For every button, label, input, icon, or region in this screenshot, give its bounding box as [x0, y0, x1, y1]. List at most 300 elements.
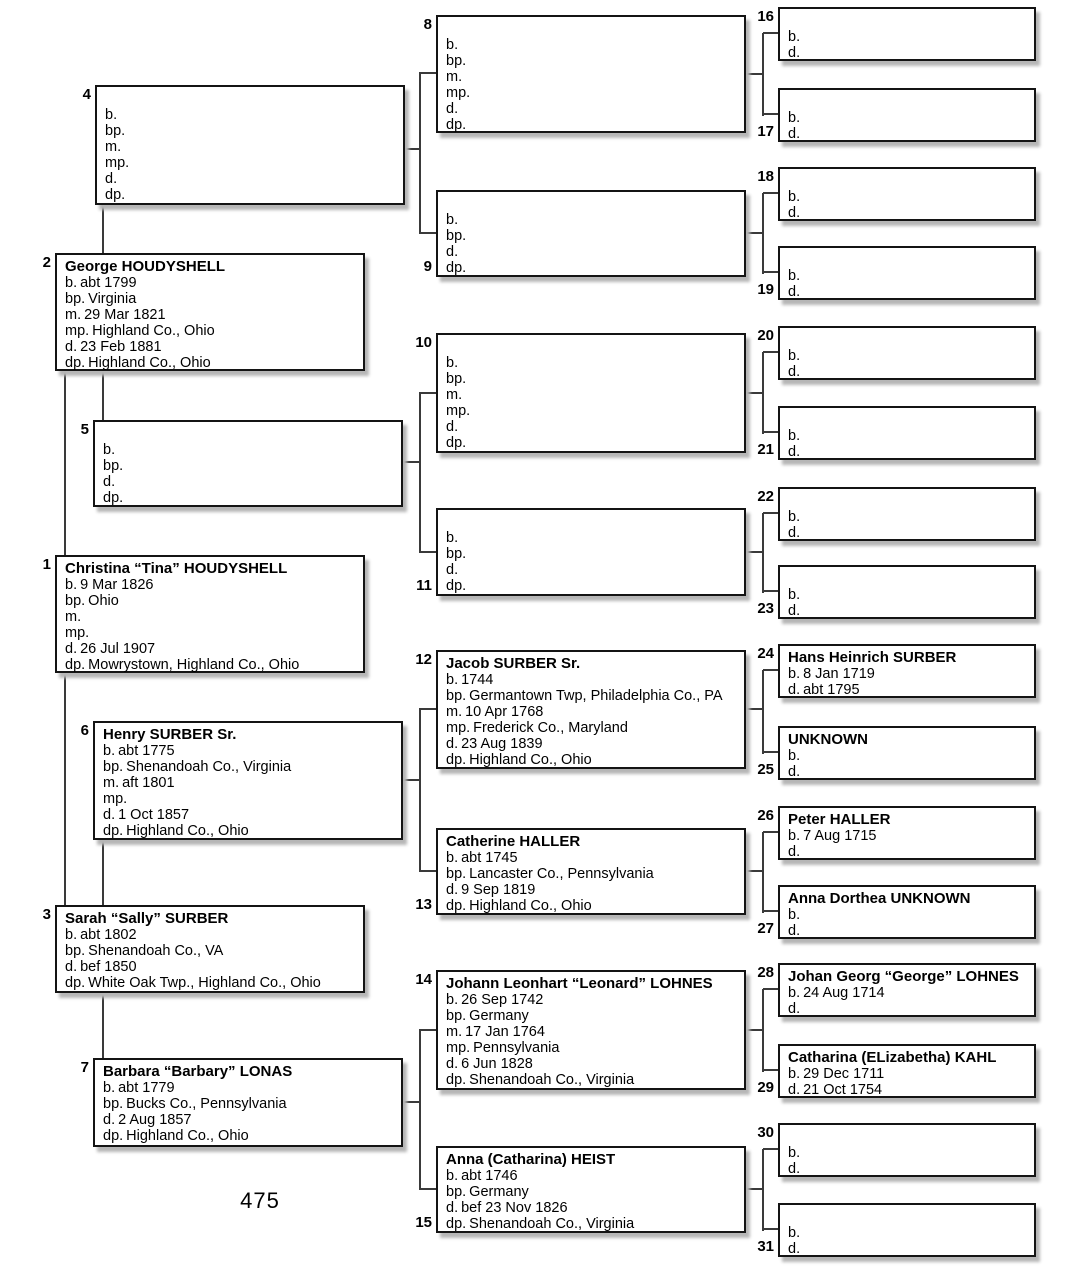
person-name: Sarah “Sally” SURBER [65, 910, 229, 927]
field-value: abt 1746 [461, 1168, 518, 1184]
field-label: m. [446, 1024, 463, 1040]
field-label: bp. [446, 866, 467, 882]
person-box-27 [778, 885, 1036, 939]
field-label: m. [446, 69, 463, 85]
field-line [788, 764, 1029, 780]
connector-line [744, 870, 763, 872]
person-box-14 [436, 970, 746, 1090]
field-label: d. [446, 736, 459, 752]
ahnentafel-number: 10 [415, 334, 432, 351]
field-value: 23 Aug 1839 [461, 736, 543, 752]
ahnentafel-number: 28 [757, 964, 774, 981]
connector-line [763, 113, 778, 115]
field-label: d. [788, 205, 801, 221]
person-box-28 [778, 963, 1036, 1017]
field-line [788, 364, 1029, 380]
field-line [788, 509, 1029, 525]
field-label: mp. [103, 791, 128, 807]
field-line [105, 187, 398, 203]
person-name [788, 1209, 1029, 1225]
field-label: d. [446, 101, 459, 117]
field-label: b. [446, 355, 459, 371]
ahnentafel-number: 29 [757, 1079, 774, 1096]
field-line [446, 1184, 739, 1200]
field-value: 29 Mar 1821 [84, 307, 166, 323]
person-name [446, 196, 739, 212]
person-box-7 [93, 1058, 403, 1147]
field-line [105, 123, 398, 139]
ahnentafel-number: 6 [80, 722, 89, 739]
field-value: Germany [469, 1184, 529, 1200]
person-box-19 [778, 246, 1036, 300]
field-label: b. [65, 577, 78, 593]
ahnentafel-number: 16 [757, 8, 774, 25]
field-value: Shenandoah Co., Virginia [469, 1216, 635, 1232]
field-line [103, 1128, 396, 1144]
field-value: bef 1850 [80, 959, 137, 975]
ahnentafel-number: 15 [415, 1214, 432, 1231]
field-line [446, 85, 739, 101]
field-label: d. [788, 284, 801, 300]
field-label: dp. [446, 1216, 467, 1232]
field-line [103, 775, 396, 791]
field-value: 1 Oct 1857 [118, 807, 190, 823]
person-name: Henry SURBER Sr. [103, 726, 237, 743]
field-line [446, 1072, 739, 1088]
field-label: bp. [446, 371, 467, 387]
field-value: Shenandoah Co., Virginia [126, 759, 292, 775]
field-label: dp. [446, 752, 467, 768]
connector-line [763, 1228, 778, 1230]
person-box-31 [778, 1203, 1036, 1257]
field-line [446, 1008, 739, 1024]
field-label: dp. [65, 355, 86, 371]
field-line [788, 828, 1029, 844]
field-label: d. [446, 882, 459, 898]
field-line [446, 1200, 739, 1216]
field-label: d. [788, 682, 801, 698]
field-line [788, 348, 1029, 364]
field-label: mp. [446, 85, 471, 101]
field-label: b. [788, 748, 801, 764]
field-value: Germantown Twp, Philadelphia Co., PA [469, 688, 723, 704]
field-value: 26 Sep 1742 [461, 992, 544, 1008]
connector-line [763, 669, 778, 671]
field-line [788, 29, 1029, 45]
field-line [446, 387, 739, 403]
field-label: bp. [446, 1184, 467, 1200]
field-label: b. [788, 509, 801, 525]
field-label: d. [788, 444, 801, 460]
field-label: b. [103, 442, 116, 458]
field-value: 9 Mar 1826 [80, 577, 154, 593]
field-value: 6 Jun 1828 [461, 1056, 533, 1072]
field-line [446, 355, 739, 371]
connector-line [763, 831, 778, 833]
field-line [446, 1056, 739, 1072]
field-label: bp. [103, 1096, 124, 1112]
field-value: abt 1779 [118, 1080, 175, 1096]
field-value: bef 23 Nov 1826 [461, 1200, 568, 1216]
field-label: m. [105, 139, 122, 155]
field-line [446, 850, 739, 866]
ahnentafel-number: 2 [42, 254, 51, 271]
field-label: b. [65, 927, 78, 943]
connector-line [102, 205, 104, 253]
field-line [65, 593, 358, 609]
field-value: 26 Jul 1907 [80, 641, 156, 657]
field-label: dp. [446, 898, 467, 914]
field-line [446, 720, 739, 736]
ahnentafel-number: 19 [757, 281, 774, 298]
field-label: b. [105, 107, 118, 123]
connector-line [763, 988, 778, 990]
field-label: d. [446, 562, 459, 578]
field-line [446, 260, 739, 276]
field-line [65, 339, 358, 355]
field-line [65, 355, 358, 371]
person-name [788, 571, 1029, 587]
field-label: d. [446, 1200, 459, 1216]
field-label: d. [788, 764, 801, 780]
connector-line [420, 870, 437, 872]
ahnentafel-number: 21 [757, 441, 774, 458]
field-line [446, 69, 739, 85]
field-line [103, 759, 396, 775]
field-line [788, 682, 1029, 698]
connector-line [763, 351, 778, 353]
field-line [65, 975, 358, 991]
connector-line [401, 461, 420, 463]
person-box-10 [436, 333, 746, 453]
field-value: abt 1745 [461, 850, 518, 866]
field-value: 23 Feb 1881 [80, 339, 162, 355]
connector-line [419, 392, 421, 553]
field-value: Ohio [88, 593, 119, 609]
field-label: b. [788, 110, 801, 126]
field-line [788, 1225, 1029, 1241]
field-label: m. [65, 609, 82, 625]
field-value: Shenandoah Co., VA [88, 943, 224, 959]
field-line [446, 244, 739, 260]
ahnentafel-number: 12 [415, 651, 432, 668]
field-label: b. [103, 743, 116, 759]
field-label: d. [103, 807, 116, 823]
field-label: dp. [103, 823, 124, 839]
field-label: d. [65, 339, 78, 355]
field-label: d. [788, 525, 801, 541]
field-line [65, 577, 358, 593]
field-label: b. [788, 907, 801, 923]
field-value: Shenandoah Co., Virginia [469, 1072, 635, 1088]
field-value: Highland Co., Ohio [126, 1128, 249, 1144]
field-line [788, 587, 1029, 603]
connector-line [420, 551, 437, 553]
field-label: dp. [103, 490, 124, 506]
person-box-9 [436, 190, 746, 277]
ahnentafel-number: 5 [80, 421, 89, 438]
field-label: b. [446, 850, 459, 866]
ahnentafel-number: 26 [757, 807, 774, 824]
person-box-17 [778, 88, 1036, 142]
field-label: dp. [65, 975, 86, 991]
person-name: Jacob SURBER Sr. [446, 655, 581, 672]
field-line [446, 866, 739, 882]
person-name: George HOUDYSHELL [65, 258, 226, 275]
field-label: mp. [446, 403, 471, 419]
connector-line [419, 708, 421, 872]
person-box-16 [778, 7, 1036, 61]
ahnentafel-number: 30 [757, 1124, 774, 1141]
field-line [103, 1096, 396, 1112]
person-box-25 [778, 726, 1036, 780]
person-box-12 [436, 650, 746, 769]
connector-line [401, 779, 420, 781]
field-label: d. [788, 1241, 801, 1257]
field-label: dp. [446, 117, 467, 133]
person-box-2 [55, 253, 365, 371]
person-name: Catharina (ELizabetha) KAHL [788, 1049, 997, 1066]
field-line [446, 704, 739, 720]
ahnentafel-number: 23 [757, 600, 774, 617]
field-label: b. [788, 29, 801, 45]
connector-line [763, 32, 778, 34]
ahnentafel-number: 1 [42, 556, 51, 573]
field-label: m. [446, 704, 463, 720]
field-label: d. [788, 1161, 801, 1177]
connector-line [420, 232, 437, 234]
field-value: 8 Jan 1719 [803, 666, 875, 682]
field-label: d. [788, 364, 801, 380]
field-label: mp. [65, 323, 90, 339]
field-value: abt 1775 [118, 743, 175, 759]
field-line [65, 657, 358, 673]
ahnentafel-number: 25 [757, 761, 774, 778]
ahnentafel-number: 24 [757, 645, 774, 662]
field-label: d. [788, 45, 801, 61]
connector-line [420, 72, 437, 74]
person-name [788, 412, 1029, 428]
person-name [788, 94, 1029, 110]
connector-line [420, 708, 437, 710]
field-line [65, 275, 358, 291]
connector-line [744, 73, 763, 75]
field-line [788, 923, 1029, 939]
ahnentafel-number: 31 [757, 1238, 774, 1255]
field-value: Germany [469, 1008, 529, 1024]
field-line [65, 291, 358, 307]
field-label: dp. [103, 1128, 124, 1144]
field-line [446, 546, 739, 562]
field-line [788, 985, 1029, 1001]
field-line [446, 37, 739, 53]
field-line [446, 1040, 739, 1056]
field-label: mp. [105, 155, 130, 171]
person-box-3 [55, 905, 365, 993]
field-line [103, 458, 396, 474]
field-line [103, 823, 396, 839]
person-box-8 [436, 15, 746, 133]
connector-line [420, 392, 437, 394]
ahnentafel-number: 14 [415, 971, 432, 988]
field-label: b. [446, 212, 459, 228]
field-value: Mowrystown, Highland Co., Ohio [88, 657, 300, 673]
ahnentafel-number: 4 [82, 86, 91, 103]
field-value: Highland Co., Ohio [126, 823, 249, 839]
field-line [788, 189, 1029, 205]
page-number: 475 [240, 1188, 280, 1213]
field-label: b. [788, 1066, 801, 1082]
field-line [65, 323, 358, 339]
field-label: dp. [446, 578, 467, 594]
connector-line [64, 673, 66, 905]
ahnentafel-number: 18 [757, 168, 774, 185]
field-line [446, 1168, 739, 1184]
person-name [105, 91, 398, 107]
connector-line [763, 1069, 778, 1071]
connector-line [419, 1029, 421, 1190]
field-label: b. [446, 530, 459, 546]
field-line [788, 1001, 1029, 1017]
field-label: d. [65, 959, 78, 975]
person-name: Johan Georg “George” LOHNES [788, 968, 1019, 985]
person-name: Anna Dorthea UNKNOWN [788, 890, 971, 907]
field-value: abt 1795 [803, 682, 860, 698]
field-line [103, 1080, 396, 1096]
person-box-23 [778, 565, 1036, 619]
person-box-13 [436, 828, 746, 915]
field-line [788, 205, 1029, 221]
ahnentafel-number: 3 [42, 906, 51, 923]
person-box-21 [778, 406, 1036, 460]
field-label: b. [788, 1145, 801, 1161]
field-label: b. [788, 189, 801, 205]
field-line [446, 117, 739, 133]
field-line [788, 1066, 1029, 1082]
field-line [446, 228, 739, 244]
field-line [446, 562, 739, 578]
field-label: m. [103, 775, 120, 791]
connector-line [762, 670, 764, 754]
connector-line [763, 1148, 778, 1150]
person-box-24 [778, 644, 1036, 698]
connector-line [401, 1101, 420, 1103]
field-line [65, 307, 358, 323]
field-value: Virginia [88, 291, 137, 307]
field-line [446, 1024, 739, 1040]
ahnentafel-number: 17 [757, 123, 774, 140]
field-value: 7 Aug 1715 [803, 828, 877, 844]
field-line [446, 53, 739, 69]
connector-line [403, 148, 420, 150]
connector-line [763, 751, 778, 753]
field-value: Lancaster Co., Pennsylvania [469, 866, 654, 882]
field-line [446, 736, 739, 752]
field-line [788, 907, 1029, 923]
field-line [446, 101, 739, 117]
person-name: Barbara “Barbary” LONAS [103, 1063, 293, 1080]
connector-line [762, 832, 764, 913]
field-label: b. [788, 587, 801, 603]
field-line [65, 927, 358, 943]
field-label: b. [446, 1168, 459, 1184]
field-value: Frederick Co., Maryland [473, 720, 628, 736]
field-line [788, 603, 1029, 619]
ahnentafel-number: 8 [423, 16, 432, 33]
field-label: b. [788, 828, 801, 844]
field-line [446, 752, 739, 768]
field-line [103, 743, 396, 759]
field-value: 10 Apr 1768 [465, 704, 544, 720]
field-line [788, 748, 1029, 764]
person-name [446, 21, 739, 37]
field-line [446, 898, 739, 914]
ahnentafel-number: 20 [757, 327, 774, 344]
field-label: d. [788, 844, 801, 860]
field-value: 2 Aug 1857 [118, 1112, 192, 1128]
field-line [65, 609, 358, 625]
field-value: Highland Co., Ohio [469, 752, 592, 768]
field-line [788, 444, 1029, 460]
person-box-1 [55, 555, 365, 673]
field-label: bp. [65, 291, 86, 307]
person-name: Hans Heinrich SURBER [788, 649, 957, 666]
field-label: b. [446, 37, 459, 53]
field-label: bp. [65, 943, 86, 959]
field-value: 17 Jan 1764 [465, 1024, 545, 1040]
person-name [788, 252, 1029, 268]
field-line [446, 688, 739, 704]
connector-line [762, 1149, 764, 1231]
field-label: d. [788, 1082, 801, 1098]
field-line [103, 442, 396, 458]
person-name: Johann Leonhart “Leonard” LOHNES [446, 975, 713, 992]
field-label: m. [446, 387, 463, 403]
person-name: Catherine HALLER [446, 833, 581, 850]
field-label: d. [788, 1001, 801, 1017]
field-label: dp. [446, 435, 467, 451]
person-box-26 [778, 806, 1036, 860]
field-label: dp. [446, 1072, 467, 1088]
field-line [103, 490, 396, 506]
connector-line [102, 371, 104, 420]
connector-line [419, 72, 421, 234]
field-line [788, 1145, 1029, 1161]
field-label: b. [103, 1080, 116, 1096]
field-value: 21 Oct 1754 [803, 1082, 883, 1098]
field-label: mp. [446, 1040, 471, 1056]
field-line [788, 126, 1029, 142]
connector-line [420, 1029, 437, 1031]
field-label: d. [446, 244, 459, 260]
person-name [788, 332, 1029, 348]
connector-line [744, 1029, 763, 1031]
field-value: White Oak Twp., Highland Co., Ohio [88, 975, 321, 991]
connector-line [762, 513, 764, 593]
field-line [446, 419, 739, 435]
field-line [103, 791, 396, 807]
person-box-6 [93, 721, 403, 840]
ahnentafel-number: 22 [757, 488, 774, 505]
field-label: b. [446, 992, 459, 1008]
field-line [65, 625, 358, 641]
field-label: m. [65, 307, 82, 323]
field-line [446, 672, 739, 688]
person-box-5 [93, 420, 403, 507]
field-line [105, 155, 398, 171]
ahnentafel-number: 7 [80, 1059, 89, 1076]
connector-line [763, 512, 778, 514]
